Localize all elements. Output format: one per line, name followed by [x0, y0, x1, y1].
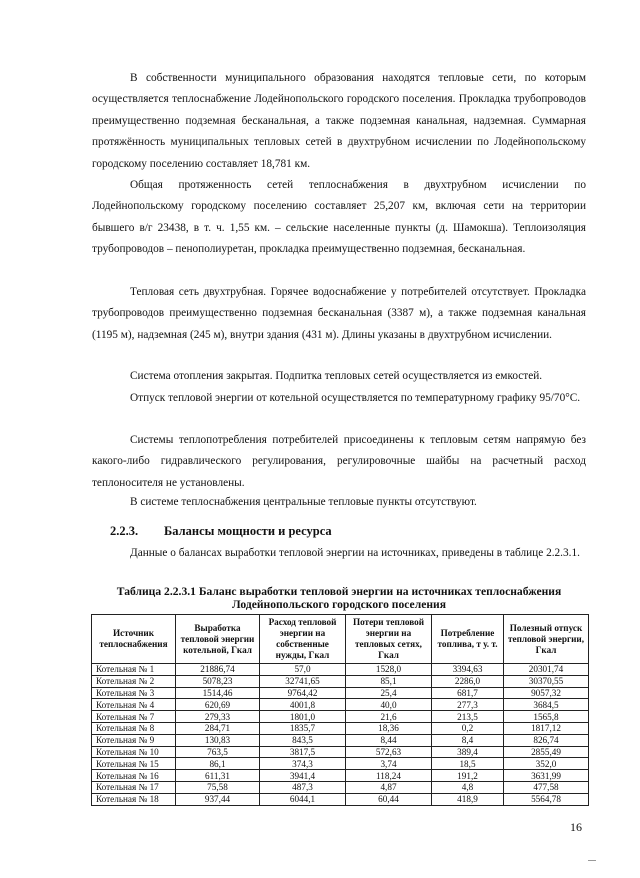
- table-cell: 611,31: [176, 770, 260, 782]
- table-cell: Котельная № 18: [92, 793, 176, 805]
- table-cell: Котельная № 17: [92, 781, 176, 793]
- table-cell: 4,87: [346, 781, 432, 793]
- column-header: Источник теплоснабжения: [92, 615, 176, 664]
- table-cell: 9764,42: [260, 687, 346, 699]
- table-caption: Таблица 2.2.3.1 Баланс выработки тепловой энергии на источниках теплоснабжения Лодейнопольского городского поселения: [116, 585, 562, 611]
- table-cell: 8,4: [432, 734, 504, 746]
- table-cell: 572,63: [346, 746, 432, 758]
- section-number: 2.2.3.: [110, 524, 139, 538]
- table-cell: 620,69: [176, 699, 260, 711]
- table-cell: 1514,46: [176, 687, 260, 699]
- table-cell: 2286,0: [432, 675, 504, 687]
- table-cell: 75,58: [176, 781, 260, 793]
- table-cell: 389,4: [432, 746, 504, 758]
- table-cell: Котельная № 9: [92, 734, 176, 746]
- table-cell: Котельная № 10: [92, 746, 176, 758]
- column-header: Выработка тепловой энергии котельной, Гкал: [176, 615, 260, 664]
- table-cell: 0,2: [432, 722, 504, 734]
- column-header: Расход тепловой энергии на собственные нужды, Гкал: [260, 615, 346, 664]
- paragraph-central-heating-points: В системе теплоснабжения центральные тепловые пункты отсутствуют.: [130, 496, 477, 508]
- table-cell: 18,5: [432, 758, 504, 770]
- table-cell: 277,3: [432, 699, 504, 711]
- table-cell: 21886,74: [176, 664, 260, 676]
- table-row: [92, 781, 589, 793]
- table-row: [92, 758, 589, 770]
- table-cell: 213,5: [432, 711, 504, 723]
- table-cell: 477,58: [504, 781, 589, 793]
- table-cell: 763,5: [176, 746, 260, 758]
- table-cell: 1835,7: [260, 722, 346, 734]
- table-cell: 57,0: [260, 664, 346, 676]
- table-cell: Котельная № 15: [92, 758, 176, 770]
- table-cell: 843,5: [260, 734, 346, 746]
- section-title: Балансы мощности и ресурса: [164, 524, 332, 538]
- table-cell: Котельная № 3: [92, 687, 176, 699]
- table-cell: 3684,5: [504, 699, 589, 711]
- table-cell: 279,33: [176, 711, 260, 723]
- table-cell: 3,74: [346, 758, 432, 770]
- table-cell: Котельная № 8: [92, 722, 176, 734]
- table-cell: 191,2: [432, 770, 504, 782]
- table-cell: Котельная № 1: [92, 664, 176, 676]
- table-cell: 1801,0: [260, 711, 346, 723]
- table-cell: 40,0: [346, 699, 432, 711]
- table-cell: 86,1: [176, 758, 260, 770]
- table-cell: 352,0: [504, 758, 589, 770]
- table-cell: 18,36: [346, 722, 432, 734]
- table-cell: 3394,63: [432, 664, 504, 676]
- paragraph-heat-networks-ownership: В собственности муниципального образования находятся тепловые сети, по которым осуществляется теплоснабжение Лодейнопольского городского поселения. Прокладка трубопроводов преимущественно подземная бесканальная, а также подземная канальная, надземная. Суммарная протяжённость муниципальных тепловых сетей в двухтрубном исчислении по Лодейнопольскому городскому поселению составляет 18,781 км.: [92, 72, 586, 170]
- table-cell: 3817,5: [260, 746, 346, 758]
- paragraph-consumer-connection: Системы теплопотребления потребителей присоединены к тепловым сетям напрямую без какого-либо гидравлического регулирования, регулировочные шайбы на расчетный расход теплоносителя не установлены.: [92, 434, 586, 489]
- paragraph-temperature-schedule: Отпуск тепловой энергии от котельной осуществляется по температурному графику 95/70°С.: [130, 392, 581, 404]
- column-header: Потери тепловой энергии на тепловых сетях, Гкал: [346, 615, 432, 664]
- table-row: [92, 675, 589, 687]
- table-cell: 1565,8: [504, 711, 589, 723]
- table-cell: 85,1: [346, 675, 432, 687]
- paragraph-table-intro: Данные о балансах выработки тепловой энергии на источниках, приведены в таблице 2.2.3.1.: [130, 547, 580, 559]
- table-cell: Котельная № 7: [92, 711, 176, 723]
- table-cell: 5564,78: [504, 793, 589, 805]
- page-number: 16: [570, 820, 582, 834]
- table-cell: 60,44: [346, 793, 432, 805]
- table-cell: Котельная № 4: [92, 699, 176, 711]
- table-row: [92, 711, 589, 723]
- table-row: [92, 699, 589, 711]
- table-cell: 826,74: [504, 734, 589, 746]
- table-cell: 6044,1: [260, 793, 346, 805]
- table-cell: 284,71: [176, 722, 260, 734]
- table-cell: 4001,8: [260, 699, 346, 711]
- table-cell: 418,9: [432, 793, 504, 805]
- table-cell: 20301,74: [504, 664, 589, 676]
- table-row: [92, 793, 589, 805]
- table-header-row: [92, 615, 589, 664]
- table-row: [92, 687, 589, 699]
- table-cell: Котельная № 2: [92, 675, 176, 687]
- table-cell: 487,3: [260, 781, 346, 793]
- table-row: [92, 734, 589, 746]
- heat-balance-table: [91, 614, 589, 806]
- table-cell: 8,44: [346, 734, 432, 746]
- table-cell: 681,7: [432, 687, 504, 699]
- table-cell: 32741,65: [260, 675, 346, 687]
- table-cell: 21,6: [346, 711, 432, 723]
- scan-mark-divider: [588, 860, 596, 861]
- table-cell: 374,3: [260, 758, 346, 770]
- table-cell: 3631,99: [504, 770, 589, 782]
- table-cell: 2855,49: [504, 746, 589, 758]
- section-heading: [110, 524, 332, 539]
- table-cell: 30370,55: [504, 675, 589, 687]
- table-cell: 9057,32: [504, 687, 589, 699]
- table-cell: 4,8: [432, 781, 504, 793]
- table-cell: 5078,23: [176, 675, 260, 687]
- column-header: Потребление топлива, т у. т.: [432, 615, 504, 664]
- table-row: [92, 746, 589, 758]
- table-row: [92, 664, 589, 676]
- table-cell: 1817,12: [504, 722, 589, 734]
- table-row: [92, 722, 589, 734]
- table-cell: 25,4: [346, 687, 432, 699]
- table-cell: Котельная № 16: [92, 770, 176, 782]
- table-row: [92, 770, 589, 782]
- table-cell: 118,24: [346, 770, 432, 782]
- paragraph-total-network-length: Общая протяженность сетей теплоснабжения в двухтрубном исчислении по Лодейнопольскому городскому поселению составляет 25,207 км, включая сети на территории бывшего в/г 23438, в т. ч. 1,55 км. – сельские населенные пункты (д. Шамокша). Теплоизоляция трубопроводов – пенополиуретан, прокладка преимущественно подземная, бесканальная.: [92, 179, 586, 256]
- table-cell: 130,83: [176, 734, 260, 746]
- table-cell: 1528,0: [346, 664, 432, 676]
- paragraph-heating-system: Система отопления закрытая. Подпитка тепловых сетей осуществляется из емкостей.: [130, 370, 543, 382]
- table-cell: 3941,4: [260, 770, 346, 782]
- paragraph-network-laying: Тепловая сеть двухтрубная. Горячее водоснабжение у потребителей отсутствует. Прокладка трубопроводов преимущественно подземная бесканальная (3387 м), а также подземная канальная (1195 м), надземная (245 м), внутри здания (431 м). Длины указаны в двухтрубном исчислении.: [92, 286, 586, 341]
- column-header: Полезный отпуск тепловой энергии, Гкал: [504, 615, 589, 664]
- table-cell: 937,44: [176, 793, 260, 805]
